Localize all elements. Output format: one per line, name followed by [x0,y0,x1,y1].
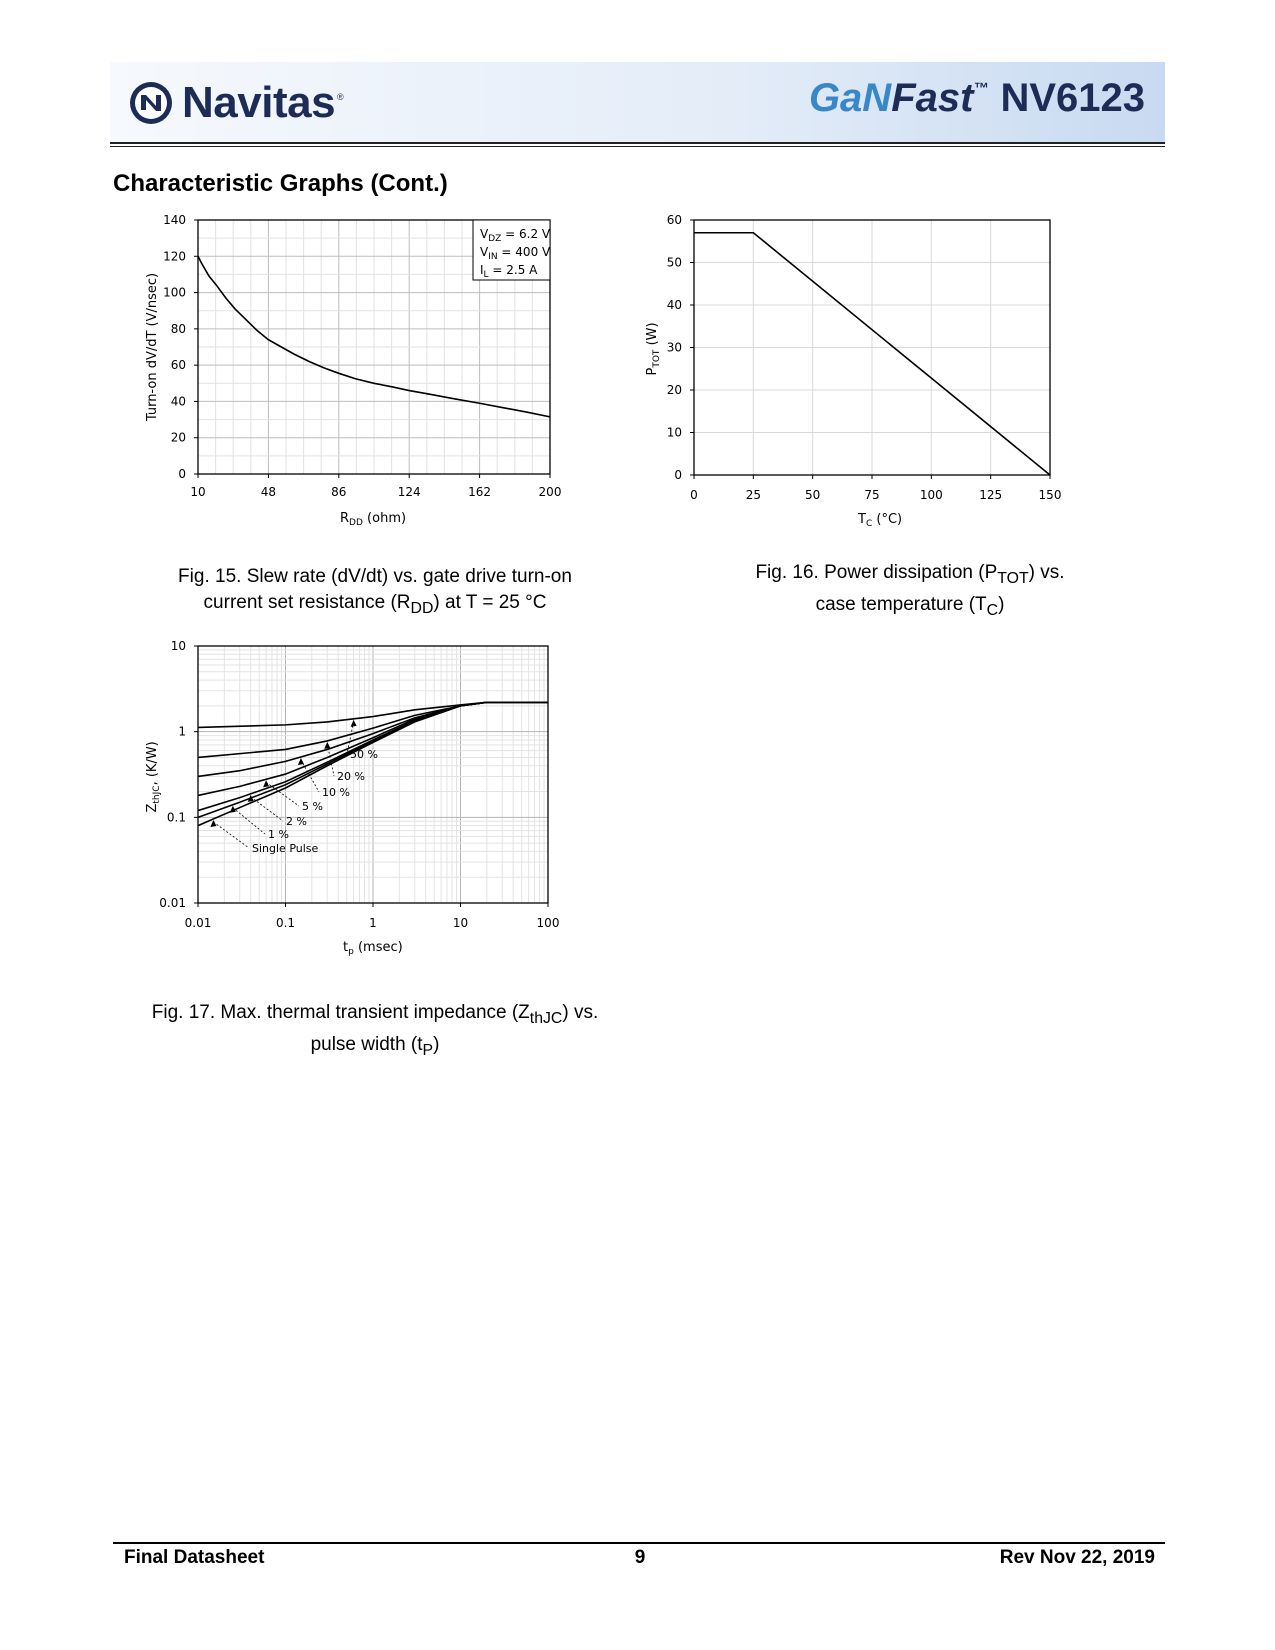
fig17-series-label: 50 % [350,748,378,761]
fig16-x-tick-label: 50 [805,488,821,502]
fig15-x-axis-label-main: R [340,511,350,526]
fig15-x-tick-label: 86 [331,485,347,499]
fig15-annotation-line-main: V [480,227,489,241]
fig17-series-label: Single Pulse [252,842,319,855]
fig16-caption-text2: case temperature (T [815,593,987,615]
fig15-y-tick-label: 140 [163,213,186,227]
fig17-y-axis-label-main: Z [145,803,160,813]
fig16-y-axis-label-group [645,322,662,375]
fig17-y-tick-label: 1 [178,724,186,739]
footer-rule [113,1542,1165,1544]
fig15-caption-line1: Fig. 15. Slew rate (dV/dt) vs. gate drive turn-on [178,566,572,587]
fig16-y-tick-label: 10 [666,425,682,440]
fig17-x-tick-label: 0.01 [184,916,212,930]
section-title: Characteristic Graphs (Cont.) [113,170,448,197]
fig17-y-tick-label: 0.01 [159,896,186,910]
fig17-caption-text-end: ) vs. [562,1002,599,1023]
fig16-y-tick-label: 60 [666,213,682,227]
fig15-annotation-line-sub: DZ [488,234,502,244]
fig15-y-tick-label: 100 [163,285,186,300]
fig16-y-tick-label: 0 [674,468,682,482]
fig15-y-tick-label: 40 [170,394,186,409]
fig17-y-tick-label: 0.1 [166,810,186,825]
fig17-series-label: 20 % [337,770,365,783]
fig15-x-axis-label-tail: (ohm) [362,511,407,526]
footer-revision: Rev Nov 22, 2019 [999,1547,1155,1568]
fig15-annotation-line-main: I [480,263,484,277]
fig17-x-axis-label-sub: p [348,947,354,957]
fig17-series-label: 10 % [322,786,350,799]
fig15-caption-text: current set resistance (R [203,592,411,613]
part-number: NV6123 [1000,76,1145,120]
fig15-x-tick-label: 48 [260,485,277,499]
fig16-caption-sub: TOT [997,569,1029,587]
fig17-caption-text2-end: ) [433,1033,440,1055]
fig16-caption [690,560,1130,624]
fig17-y-axis-label [145,741,162,812]
fig17-x-axis-label-main: t [343,940,349,955]
fig15-y-tick-label: 120 [163,249,186,264]
fig17-series-label: 1 % [268,828,289,841]
logo-text: Navitas [182,78,336,127]
fig17-caption-line2 [110,1032,640,1064]
fig15-annotation-line-sub: L [483,270,489,280]
fig16-y-axis-label [645,322,662,375]
fig16-x-tick-label: 0 [690,488,698,502]
fig16-y-axis-label-main: P [645,367,660,376]
footer-doc-status: Final Datasheet [124,1547,265,1568]
fig17-caption-text: Fig. 17. Max. thermal transient impedance (Z [151,1002,530,1023]
fig15-caption-text-end: ) at T = 25 °C [433,592,547,613]
fig15-annotation-line-sub: IN [488,252,498,262]
fig16-y-axis-label-sub: TOT [652,349,662,368]
fig17-caption [110,1000,640,1064]
fig15-x-tick-label: 200 [538,485,562,499]
fig17-y-axis-label-tail: , (K/W) [145,741,160,786]
fig15-y-tick-label: 0 [178,467,186,481]
brand-trademark: ™ [973,80,989,97]
fig16-caption-line1 [690,560,1130,592]
fig17-y-tick-label: 10 [170,639,186,653]
fig16-x-tick-label: 150 [1038,488,1062,502]
fig15-caption-line2 [130,590,620,622]
fig15-chart [140,215,600,555]
fig15-annotation-line-main: V [480,245,489,259]
fig17-y-axis-label-group [145,741,162,812]
fig17-caption-text2: pulse width (t [310,1033,423,1055]
fig17-series-label: 2 % [286,815,307,828]
fig16-caption-text: Fig. 16. Power dissipation (P [755,562,998,583]
fig16-x-axis-label-main: T [858,512,866,527]
fig16-caption-line2 [690,592,1130,624]
fig16-caption-text2-end: ) [998,593,1005,615]
fig15-x-axis-label [340,511,406,528]
fig17-series-label: 5 % [302,800,323,813]
fig17-x-tick-label: 100 [536,916,560,930]
fig15-x-tick-label: 124 [397,485,421,499]
fig17-x-tick-label: 10 [452,916,469,930]
fig16-caption-sub2: C [986,601,999,619]
brand-gan: GaN [808,76,892,120]
fig17-x-axis-label [343,940,403,957]
fig16-y-tick-label: 40 [666,298,682,312]
fig15-y-tick-label: 80 [170,321,186,336]
fig17-caption-sub: thJC [529,1009,563,1027]
fig16-caption-text-end: ) vs. [1028,562,1065,583]
fig15-annotation-line-tail: = 2.5 A [488,263,538,277]
fig15-x-tick-label: 162 [468,485,492,499]
fig17-y-axis-label-sub: thJC [152,785,162,804]
fig15-x-axis-label-sub: DD [349,518,363,528]
fig16-x-axis-label-sub: C [865,519,873,529]
fig17-chart [140,639,600,990]
fig16-x-tick-label: 100 [919,488,943,502]
fig16-x-axis-label-tail: (°C) [872,512,903,527]
fig16-y-tick-label: 50 [666,255,682,270]
fig15-y-axis-label: Turn-on dV/dT (V/nsec) [145,272,160,422]
fig17-callout-arrow [298,758,304,765]
logo-registered-mark: ® [337,92,344,102]
footer-page-number: 9 [634,1547,646,1568]
fig17-callout-arrow [351,720,357,727]
fig16-x-axis-label [857,512,902,529]
fig16-x-tick-label: 25 [745,488,761,502]
fig16-chart [645,213,1130,555]
fig17-caption-line1 [110,1000,640,1032]
header-rule [110,142,1165,144]
fig16-y-tick-label: 30 [666,340,682,355]
navitas-logo-icon [128,80,174,126]
fig15-caption-sub: DD [410,599,434,617]
fig17-callout-arrow [263,780,269,787]
fig17-x-tick-label: 0.1 [275,916,296,930]
fig17-x-axis-label-tail: (msec) [353,940,403,955]
fig17-x-tick-label: 1 [369,916,377,930]
fig15-x-tick-label: 10 [190,485,206,499]
fig15-y-tick-label: 60 [170,358,186,373]
fig17-caption-sub2: P [422,1041,434,1059]
fig16-x-tick-label: 125 [979,488,1003,502]
fig15-y-tick-label: 20 [170,430,186,445]
header-banner [110,62,1165,142]
fig16-y-tick-label: 20 [666,383,682,397]
header-rule-thin [110,146,1165,147]
navitas-logo [128,78,344,128]
brand-fast: Fast [891,76,974,120]
fig16-y-axis-label-tail: (W) [645,322,660,350]
fig15-annotation-line-tail: = 6.2 V [501,227,551,241]
fig15-caption [130,564,620,622]
ganfast-brand [809,76,1145,121]
fig16-x-tick-label: 75 [864,488,880,502]
fig15-annotation-line-tail: = 400 V [497,245,551,259]
